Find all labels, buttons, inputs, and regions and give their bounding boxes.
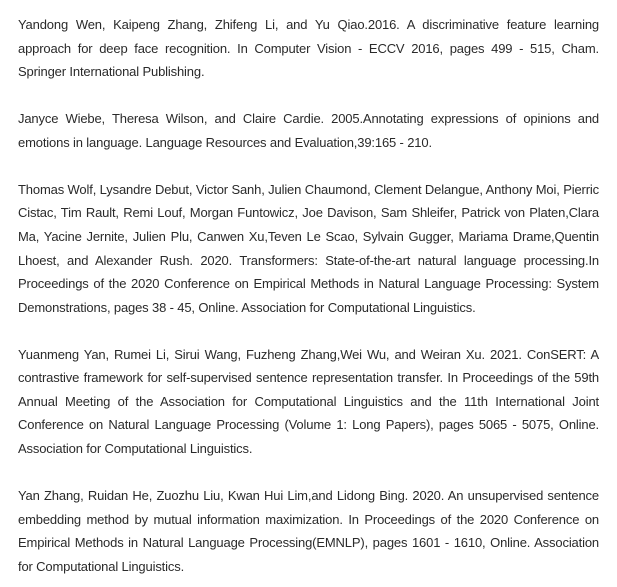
reference-list	[18, 13, 599, 578]
reference-entry-wen-2016: Yandong Wen, Kaipeng Zhang, Zhifeng Li, and Yu Qiao.2016. A discriminative feature learning approach for deep face recognition. In Computer Vision - ECCV 2016, pages 499 - 515, Cham. Springer International Publishing.	[18, 17, 599, 80]
reference-entry-yan-2021: Yuanmeng Yan, Rumei Li, Sirui Wang, Fuzheng Zhang,Wei Wu, and Weiran Xu. 2021. ConSERT: A contrastive framework for self-supervised sentence representation transfer. In Proceedings of the 59th Annual Meeting of the Association for Computational Linguistics and the 11th International Joint Conference on Natural Language Processing (Volume 1: Long Papers), pages 5065 - 5075, Online. Association for Computational Linguistics.	[18, 346, 599, 457]
reference-entry-zhang-2020: Yan Zhang, Ruidan He, Zuozhu Liu, Kwan Hui Lim,and Lidong Bing. 2020. An unsupervised sentence embedding method by mutual information maximization. In Proceedings of the 2020 Conference on Empirical Methods in Natural Language Processing(EMNLP), pages 1601 - 1610, Online. Association for Computational Linguistics.	[18, 488, 599, 574]
reference-entry-wolf-2020: Thomas Wolf, Lysandre Debut, Victor Sanh, Julien Chaumond, Clement Delangue, Anthony Moi, Pierric Cistac, Tim Rault, Remi Louf, Morgan Funtowicz, Joe Davison, Sam Shleifer, Patrick von Platen,Clara Ma, Yacine Jernite, Julien Plu, Canwen Xu,Teven Le Scao, Sylvain Gugger, Mariama Drame,Quentin Lhoest, and Alexander Rush. 2020. Transformers: State-of-the-art natural language processing.In Proceedings of the 2020 Conference on Empirical Methods in Natural Language Processing: System Demonstrations, pages 38 - 45, Online. Association for Computational Linguistics.	[18, 181, 599, 315]
reference-entry-wiebe-2005: Janyce Wiebe, Theresa Wilson, and Claire Cardie. 2005.Annotating expressions of opinions and emotions in language. Language Resources and Evaluation,39:165 - 210.	[18, 111, 599, 150]
